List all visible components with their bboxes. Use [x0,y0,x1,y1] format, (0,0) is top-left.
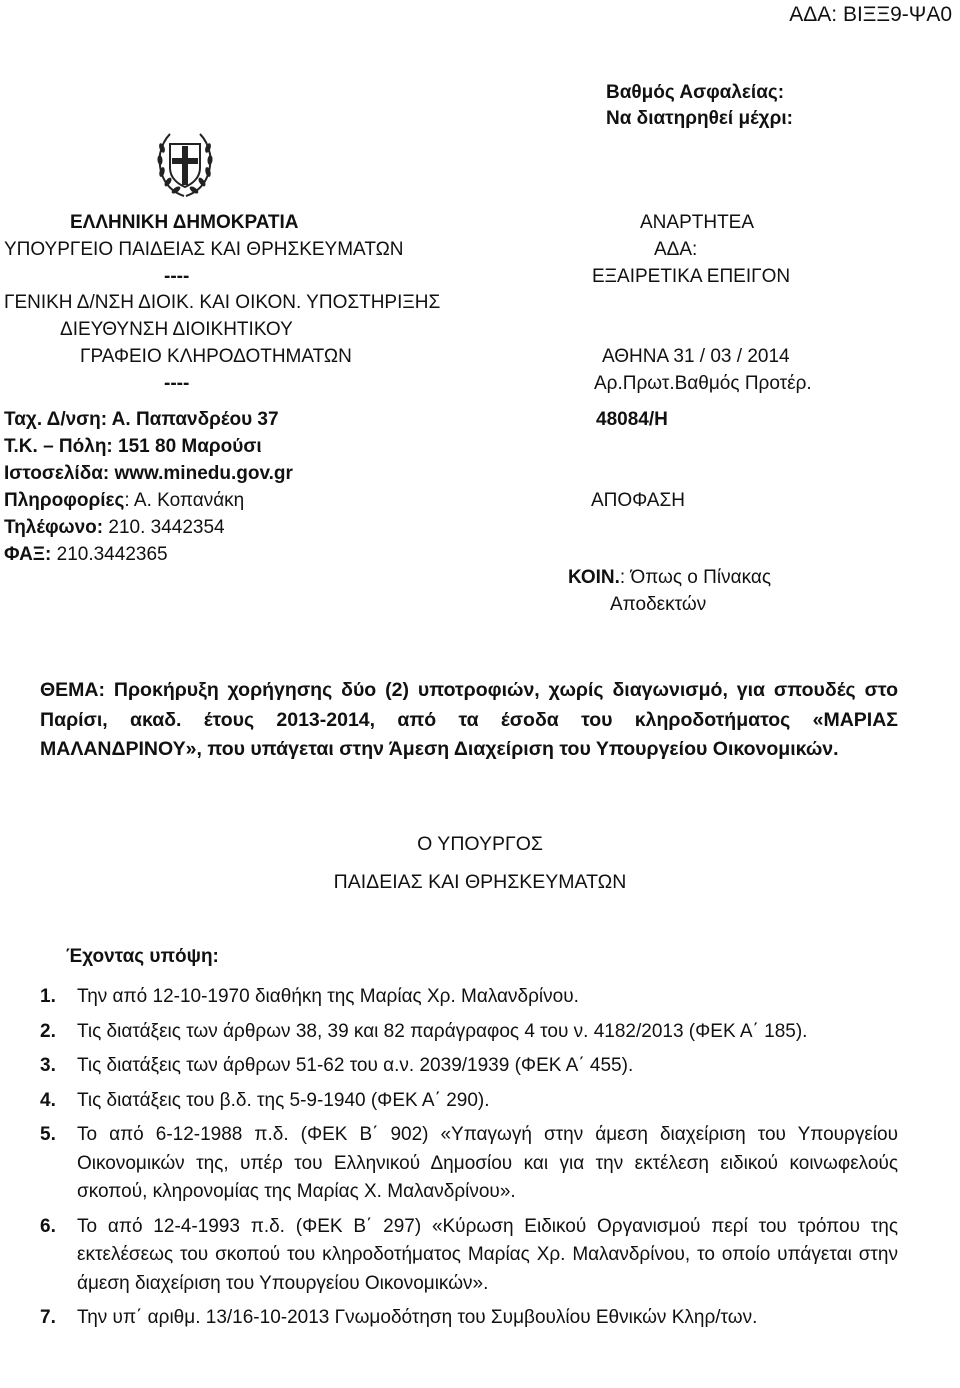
recipients-line-2: Αποδεκτών [610,594,707,615]
separator-1: ---- [164,266,190,287]
protocol-number: 48084/Η [596,409,668,430]
recipients-line [568,567,771,590]
postal-address: Ταχ. Δ/νση: Α. Παπανδρέου 37 [4,409,279,430]
list-item-number: 4. [40,1089,56,1111]
issuer-ministry: ΠΑΙΔΕΙΑΣ ΚΑΙ ΘΡΗΣΚΕΥΜΑΤΩΝ [333,871,627,893]
list-item-number: 7. [40,1307,56,1328]
koin-label: ΚΟΙΝ. [568,567,620,588]
info-value: : Α. Κοπανάκη [124,490,245,511]
posting-status: ΑΝΑΡΤΗΤΕΑ [640,212,755,233]
list-item-number: 1. [40,986,56,1007]
directorate: ΔΙΕΥΘΥΝΣΗ ΔΙΟΙΚΗΤΙΚΟΥ [60,319,293,340]
list-item-text: Την υπ΄ αριθμ. 13/16-10-2013 Γνωμοδότηση του Συμβουλίου Εθνικών Κληρ/των. [77,1307,758,1328]
considering-heading: Έχοντας υπόψη: [66,946,219,967]
considerations-list [40,983,898,1333]
security-level-label: Βαθμός Ασφαλείας: [606,82,785,103]
phone-label: Τηλέφωνο: [4,517,109,538]
fax-label: ΦΑΞ: [4,544,57,565]
list-item [40,1121,898,1207]
phone-value: 210. 3442354 [108,517,225,538]
general-directorate: ΓΕΝΙΚΗ Δ/ΝΣΗ ΔΙΟΙΚ. ΚΑΙ ΟΙΚΟΝ. ΥΠΟΣΤΗΡΙΞΗΣ [4,292,441,313]
list-item-text: Τις διατάξεις των άρθρων 51-62 του α.ν. 2039/1939 (ΦΕΚ Α΄ 455). [77,1055,634,1076]
office: ΓΡΑΦΕΙΟ ΚΛΗΡΟΔΟΤΗΜΑΤΩΝ [80,346,352,367]
country-name: ΕΛΛΗΝΙΚΗ ΔΗΜΟΚΡΑΤΙΑ [70,212,299,233]
list-item [40,1304,898,1333]
list-item-text: Τις διατάξεις του β.δ. της 5-9-1940 (ΦΕΚ Α΄ 290). [77,1089,490,1111]
list-item-text: Την από 12-10-1970 διαθήκη της Μαρίας Χρ. Μαλανδρίνου. [77,986,579,1007]
list-item [40,1213,898,1299]
ada-header: ΑΔΑ: ΒΙΞΞ9-ΨΑ0 [789,3,952,26]
list-item-number: 2. [40,1020,56,1042]
fax-line [4,544,168,567]
greek-coat-of-arms-icon [154,130,216,200]
ministry-name: ΥΠΟΥΡΓΕΙΟ ΠΑΙΔΕΙΑΣ ΚΑΙ ΘΡΗΣΚΕΥΜΑΤΩΝ [4,239,404,260]
list-item [40,1018,898,1047]
info-label: Πληροφορίες [4,490,125,511]
postal-city: Τ.Κ. – Πόλη: 151 80 Μαρούσι [4,436,262,457]
list-item-text: Τις διατάξεις των άρθρων 38, 39 και 82 παράγραφος 4 του ν. 4182/2013 (ΦΕΚ Α΄ 185). [77,1020,808,1042]
list-item-number: 6. [40,1215,56,1237]
list-item [40,983,898,1012]
ada-label: ΑΔΑ: [654,239,698,260]
document-date: ΑΘΗΝΑ 31 / 03 / 2014 [602,346,790,367]
urgency: ΕΞΑΙΡΕΤΙΚΑ ΕΠΕΙΓΟΝ [592,266,791,287]
subject-paragraph: ΘΕΜΑ: Προκήρυξη χορήγησης δύο (2) υποτροφιών, χωρίς διαγωνισμό, για σπουδές στο Παρίσι, ακαδ. έτους 2013-2014, από τα έσοδα του κληροδοτήματος «ΜΑΡΙΑΣ ΜΑΛΑΝΔΡΙΝΟΥ», που υπάγεται στην Άμεση Διαχείριση του Υπουργείου Οικονομικών. [40,679,898,761]
phone-line [4,517,225,540]
info-line [4,490,244,513]
separator-2: ---- [164,373,190,394]
list-item-text: Το από 6-12-1988 π.δ. (ΦΕΚ Β΄ 902) «Υπαγωγή στην άμεση διαχείριση του Υπουργείου Οικονομικών της, υπέρ του Ελληνικού Δημοσίου και για την εκτέλεση ειδικού κοινωφελούς σκοπού, κληρονομίας της Μαρίας Χ. Μαλανδρίνου». [77,1124,898,1202]
fax-value: 210.3442365 [56,544,168,565]
koin-value: : Όπως ο Πίνακας [619,567,771,588]
issuer-title: Ο ΥΠΟΥΡΓΟΣ [417,833,543,855]
protocol-label: Αρ.Πρωτ.Βαθμός Προτέρ. [594,373,812,394]
website: Ιστοσελίδα: www.minedu.gov.gr [4,463,293,484]
keep-until-label: Να διατηρηθεί μέχρι: [606,108,793,129]
list-item-number: 5. [40,1124,56,1145]
list-item-number: 3. [40,1055,56,1076]
list-item [40,1052,898,1081]
list-item [40,1087,898,1116]
list-item-text: Το από 12-4-1993 π.δ. (ΦΕΚ Β΄ 297) «Κύρωση Ειδικού Οργανισμού περί του τρόπου της εκτελέσεως του σκοπού του κληροδοτήματος Μαρίας Χρ. Μαλανδρίνου, το οποίο υπάγεται στην άμεση διαχείριση του Υπουργείου Οικονομικών». [77,1215,898,1294]
document-type: ΑΠΟΦΑΣΗ [591,490,685,511]
